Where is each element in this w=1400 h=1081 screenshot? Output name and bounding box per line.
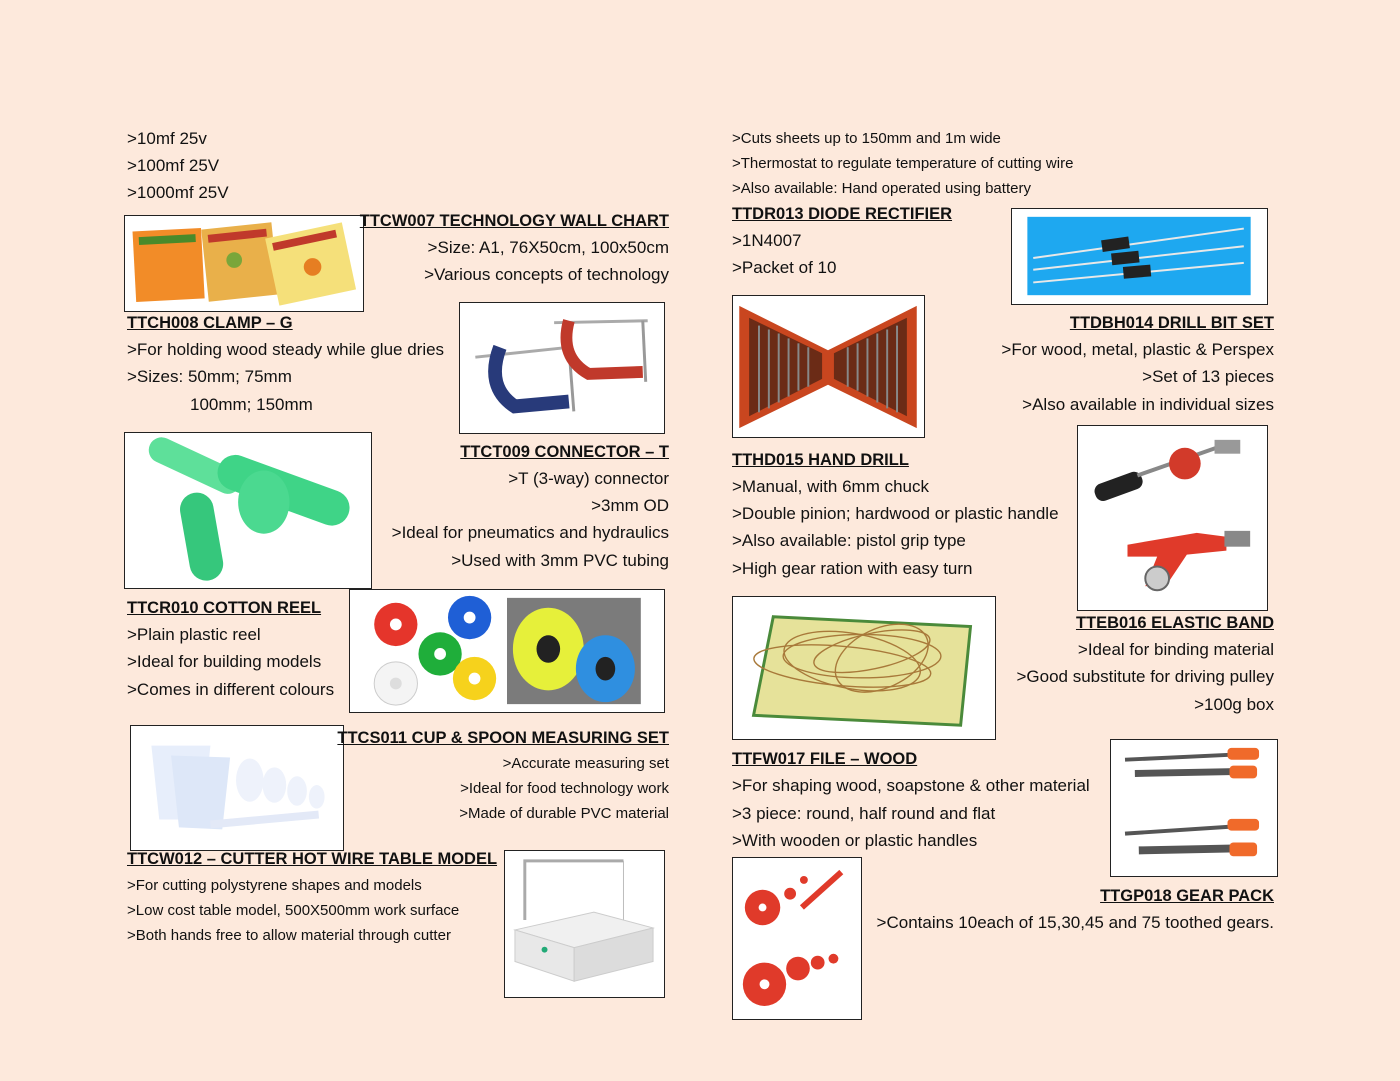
- elastic-band-line: >100g box: [1194, 695, 1274, 714]
- cutter-title: TTCW012 – CUTTER HOT WIRE TABLE MODEL: [127, 850, 498, 868]
- drill-bit-line: >For wood, metal, plastic & Perspex: [1001, 340, 1274, 359]
- wall-chart-image: [124, 215, 364, 312]
- clamp-image: [459, 302, 665, 434]
- cotton-reel-image: [349, 589, 665, 713]
- hand-drill-title: TTHD015 HAND DRILL: [732, 451, 909, 469]
- drill-bit-line: >Also available in individual sizes: [1022, 395, 1274, 414]
- spec-line: >10mf 25v: [127, 129, 207, 148]
- elastic-band-line: >Ideal for binding material: [1077, 640, 1274, 659]
- cutter-line: >Low cost table model, 500X500mm work surface: [127, 902, 460, 919]
- hand-drill-image: [1077, 425, 1268, 611]
- clamp-title: TTCH008 CLAMP – G: [127, 314, 293, 332]
- cutter-image: [504, 850, 665, 998]
- gear-pack-line: >Contains 10each of 15,30,45 and 75 toothed gears.: [876, 913, 1274, 932]
- wall-chart-line: >Various concepts of technology: [424, 265, 669, 284]
- file-line: >With wooden or plastic handles: [732, 831, 978, 850]
- clamp-line: >Sizes: 50mm; 75mm: [127, 367, 292, 386]
- wall-chart-line: >Size: A1, 76X50cm, 100x50cm: [427, 238, 669, 257]
- hand-drill-line: >High gear ration with easy turn: [732, 559, 973, 578]
- cup-spoon-line: >Ideal for food technology work: [460, 780, 669, 797]
- hand-drill-line: >Manual, with 6mm chuck: [732, 477, 929, 496]
- cup-spoon-line: >Accurate measuring set: [502, 755, 669, 772]
- drill-bit-title: TTDBH014 DRILL BIT SET: [1069, 314, 1274, 332]
- spec-line: >1000mf 25V: [127, 183, 229, 202]
- cutter-more-line: >Cuts sheets up to 150mm and 1m wide: [732, 130, 1001, 147]
- elastic-band-title: TTEB016 ELASTIC BAND: [1075, 614, 1274, 632]
- cutter-line: >Both hands free to allow material through cutter: [127, 927, 451, 944]
- clamp-line: 100mm; 150mm: [190, 395, 313, 414]
- connector-line: >Ideal for pneumatics and hydraulics: [391, 523, 669, 542]
- cup-spoon-title: TTCS011 CUP & SPOON MEASURING SET: [337, 729, 669, 747]
- connector-line: >Used with 3mm PVC tubing: [451, 551, 669, 570]
- cutter-line: >For cutting polystyrene shapes and models: [127, 877, 422, 894]
- gear-pack-title: TTGP018 GEAR PACK: [1100, 887, 1274, 905]
- connector-line: >3mm OD: [591, 496, 669, 515]
- file-line: >3 piece: round, half round and flat: [732, 804, 996, 823]
- cotton-reel-title: TTCR010 COTTON REEL: [127, 599, 322, 617]
- spec-line: >100mf 25V: [127, 156, 220, 175]
- diode-title: TTDR013 DIODE RECTIFIER: [732, 205, 953, 223]
- drill-bit-line: >Set of 13 pieces: [1142, 367, 1274, 386]
- connector-image: [124, 432, 372, 589]
- diode-line: >1N4007: [732, 231, 802, 250]
- file-image: [1110, 739, 1278, 877]
- cotton-reel-line: >Plain plastic reel: [127, 625, 261, 644]
- cotton-reel-line: >Comes in different colours: [127, 680, 335, 699]
- elastic-band-image: [732, 596, 996, 740]
- cup-spoon-image: [130, 725, 344, 851]
- clamp-line: >For holding wood steady while glue dries: [127, 340, 445, 359]
- cup-spoon-line: >Made of durable PVC material: [459, 805, 669, 822]
- hand-drill-line: >Double pinion; hardwood or plastic handle: [732, 504, 1059, 523]
- elastic-band-line: >Good substitute for driving pulley: [1016, 667, 1274, 686]
- hand-drill-line: >Also available: pistol grip type: [732, 531, 966, 550]
- gear-pack-image: [732, 857, 862, 1020]
- wall-chart-title: TTCW007 TECHNOLOGY WALL CHART: [359, 212, 669, 230]
- diode-line: >Packet of 10: [732, 258, 837, 277]
- diode-image: [1011, 208, 1268, 305]
- file-line: >For shaping wood, soapstone & other material: [732, 776, 1090, 795]
- cutter-more-line: >Thermostat to regulate temperature of cutting wire: [732, 155, 1074, 172]
- connector-line: >T (3-way) connector: [508, 469, 669, 488]
- cotton-reel-line: >Ideal for building models: [127, 652, 322, 671]
- connector-title: TTCT009 CONNECTOR – T: [460, 443, 669, 461]
- drill-bit-image: [732, 295, 925, 438]
- cutter-more-line: >Also available: Hand operated using battery: [732, 180, 1031, 197]
- file-title: TTFW017 FILE – WOOD: [732, 750, 918, 768]
